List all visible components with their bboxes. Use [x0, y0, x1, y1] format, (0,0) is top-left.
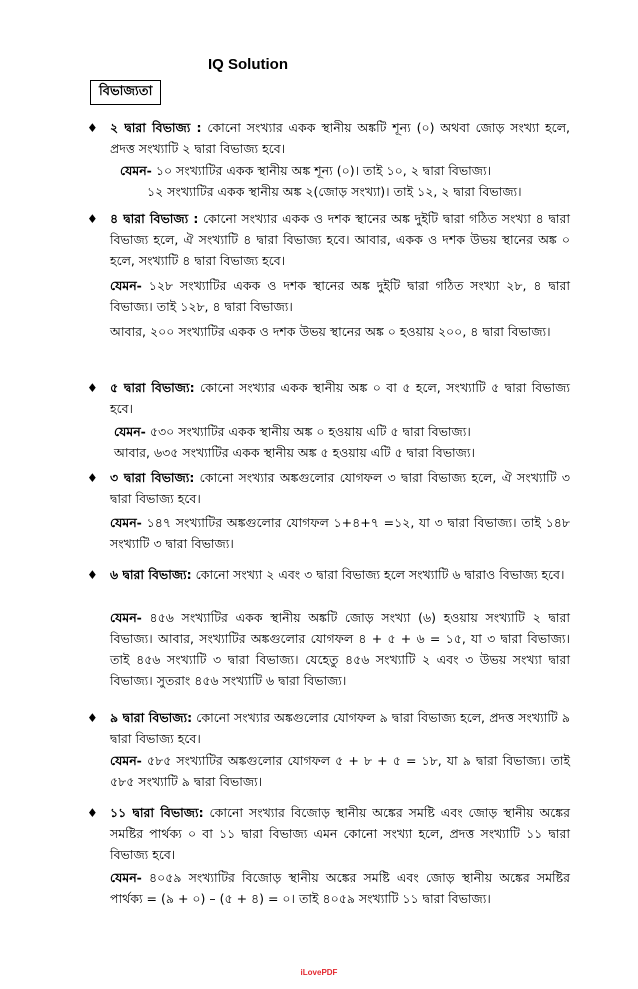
rule-heading: ৯ দ্বারা বিভাজ্য: — [110, 710, 193, 725]
bullet-icon: ♦ — [87, 212, 98, 226]
example-line — [114, 421, 574, 442]
rule-body: কোনো সংখ্যার একক স্থানীয় অঙ্ক ০ বা ৫ হলে, সংখ্যাটি ৫ দ্বারা বিভাজ্য হবে। — [110, 380, 570, 416]
rule-body: কোনো সংখ্যা ২ এবং ৩ দ্বারা বিভাজ্য হলে সংখ্যাটি ৬ দ্বারাও বিভাজ্য হবে। — [191, 567, 565, 582]
bullet-icon: ♦ — [87, 806, 98, 820]
example-text: আবার, ৬৩৫ সংখ্যাটির একক স্থানীয় অঙ্ক ৫ হওয়ায় এটি ৫ দ্বারা বিভাজ্য। — [114, 445, 475, 460]
rule-text — [110, 117, 570, 159]
example-line — [110, 867, 570, 909]
example-label: যেমন- — [110, 753, 142, 768]
example-label: যেমন- — [120, 163, 152, 178]
example-line — [120, 160, 590, 181]
example-text: ১৪৭ সংখ্যাটির অঙ্কগুলোর যোগফল ১+৪+৭ =১২, যা ৩ দ্বারা বিভাজ্য। তাই ১৪৮ সংখ্যাটি ৩ দ্বারা বিভাজ্য। — [110, 515, 570, 551]
rule-text — [110, 208, 570, 271]
rule-text — [110, 707, 570, 749]
example-line — [110, 275, 570, 317]
example-label: যেমন- — [114, 424, 146, 439]
example-text: ৫৮৫ সংখ্যাটির অঙ্কগুলোর যোগফল ৫ + ৮ + ৫ = ১৮, যা ৯ দ্বারা বিভাজ্য। তাই ৫৮৫ সংখ্যাটি ৯ দ্বারা বিভাজ্য। — [110, 753, 570, 789]
example-line — [147, 181, 577, 202]
example-text: আবার, ২০০ সংখ্যাটির একক ও দশক উভয় স্থানের অঙ্ক ০ হওয়ায় ২০০, ৪ দ্বারা বিভাজ্য। — [110, 324, 551, 339]
example-line — [110, 512, 570, 554]
example-label: যেমন- — [110, 515, 142, 530]
example-line — [110, 321, 570, 342]
example-label: যেমন- — [110, 870, 142, 885]
rule-text — [110, 802, 570, 865]
rule-heading: ৫ দ্বারা বিভাজ্য: — [110, 380, 195, 395]
example-text: ৫৩০ সংখ্যাটির একক স্থানীয় অঙ্ক ০ হওয়ায় এটি ৫ দ্বারা বিভাজ্য। — [145, 424, 471, 439]
example-text: ১২ সংখ্যাটির একক স্থানীয় অঙ্ক ২(জোড় সংখ্যা)। তাই ১২, ২ দ্বারা বিভাজ্য। — [147, 184, 522, 199]
rule-text — [110, 467, 570, 509]
example-line — [110, 607, 570, 691]
rule-heading: ৬ দ্বারা বিভাজ্য: — [110, 567, 192, 582]
example-line — [110, 750, 570, 792]
page-title: IQ Solution — [208, 56, 288, 73]
bullet-icon: ♦ — [87, 381, 98, 395]
example-text: ১০ সংখ্যাটির একক স্থানীয় অঙ্ক শূন্য (০)। তাই ১০, ২ দ্বারা বিভাজ্য। — [151, 163, 492, 178]
example-text: ৪০৫৯ সংখ্যাটির বিজোড় স্থানীয় অঙ্কের সমষ্টি এবং জোড় স্থানীয় অঙ্কের সমষ্টির পার্থক্য = (৯ + ০) – (৫ + ৪) = ০। তাই ৪০৫৯ সংখ্যাটি ১১ দ্বারা বিভাজ্য। — [110, 870, 570, 906]
bullet-icon: ♦ — [87, 711, 98, 725]
rule-body: কোনো সংখ্যার একক ও দশক স্থানের অঙ্ক দুইটি দ্বারা গঠিত সংখ্যা ৪ দ্বারা বিভাজ্য হলে, ঐ সংখ্যাটি ৪ দ্বারা বিভাজ্য হবে। আবার, একক ও দশক উভয় স্থানের অঙ্ক ০ হলে, সংখ্যাটি ৪ দ্বারা বিভাজ্য হবে। — [110, 211, 570, 268]
rule-text — [110, 564, 570, 585]
rule-heading: ৩ দ্বারা বিভাজ্য: — [110, 470, 195, 485]
rule-text — [110, 377, 570, 419]
rule-heading: ৪ দ্বারা বিভাজ্য : — [110, 211, 199, 226]
bullet-icon: ♦ — [87, 568, 98, 582]
rule-body: কোনো সংখ্যার বিজোড় স্থানীয় অঙ্কের সমষ্টি এবং জোড় স্থানীয় অঙ্কের সমষ্টির পার্থক্য ০ বা ১১ দ্বারা বিভাজ্য এমন কোনো সংখ্যা হলে, প্রদত্ত সংখ্যাটি ১১ দ্বারা বিভাজ্য হবে। — [110, 805, 570, 862]
bullet-icon: ♦ — [87, 471, 98, 485]
rule-heading: ২ দ্বারা বিভাজ্য : — [110, 120, 202, 135]
example-label: যেমন- — [110, 278, 142, 293]
example-line — [114, 442, 574, 463]
example-text: ১২৮ সংখ্যাটির একক ও দশক স্থানের অঙ্ক দুইটি দ্বারা গঠিত সংখ্যা ২৮, ৪ দ্বারা বিভাজ্য। তাই ১২৮, ৪ দ্বারা বিভাজ্য। — [110, 278, 570, 314]
rule-body: কোনো সংখ্যার অঙ্কগুলোর যোগফল ৩ দ্বারা বিভাজ্য হলে, ঐ সংখ্যাটি ৩ দ্বারা বিভাজ্য হবে। — [110, 470, 570, 506]
bullet-icon: ♦ — [87, 121, 98, 135]
example-text: ৪৫৬ সংখ্যাটির একক স্থানীয় অঙ্কটি জোড় সংখ্যা (৬) হওয়ায় সংখ্যাটি ২ দ্বারা বিভাজ্য। আবার, সংখ্যাটির অঙ্কগুলোর যোগফল ৪ + ৫ + ৬ = ১৫, যা ৩ দ্বারা বিভাজ্য। তাই ৪৫৬ সংখ্যাটি ৩ দ্বারা বিভাজ্য। যেহেতু ৪৫৬ সংখ্যাটি ২ এবং ৩ উভয় সংখ্যা দ্বারা বিভাজ্য। সুতরাং ৪৫৬ সংখ্যাটি ৬ দ্বারা বিভাজ্য। — [110, 610, 570, 688]
rule-body: কোনো সংখ্যার একক স্থানীয় অঙ্কটি শূন্য (০) অথবা জোড় সংখ্যা হলে, প্রদত্ত সংখ্যাটি ২ দ্বারা বিভাজ্য হবে। — [110, 120, 570, 156]
rule-heading: ১১ দ্বারা বিভাজ্য: — [110, 805, 204, 820]
example-label: যেমন- — [110, 610, 142, 625]
rule-body: কোনো সংখ্যার অঙ্কগুলোর যোগফল ৯ দ্বারা বিভাজ্য হলে, প্রদত্ত সংখ্যাটি ৯ দ্বারা বিভাজ্য হবে। — [110, 710, 570, 746]
section-heading: বিভাজ্যতা — [90, 80, 161, 105]
footer-watermark: iLovePDF — [300, 968, 338, 977]
